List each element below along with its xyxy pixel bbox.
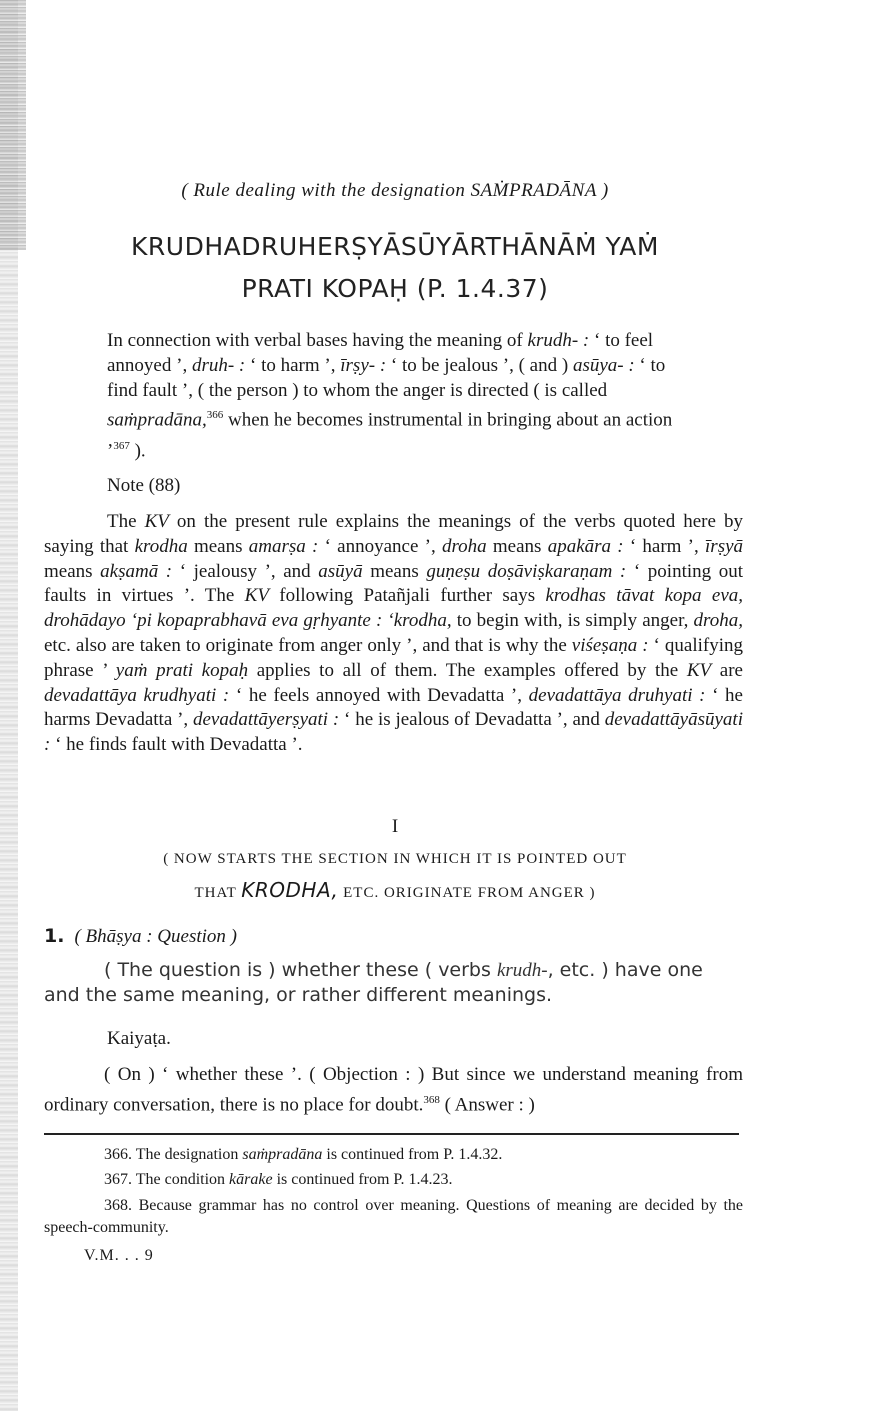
footnote-366: 366. The designation saṁpradāna is continued from P. 1.4.32.	[104, 1146, 503, 1163]
section-number: I	[391, 816, 399, 837]
kaiyata-commentary: ( On ) ‘ whether these ’. ( Objection : ) But since we understand meaning from ordinary conversation, there is no place for doubt.$^{368}$ ( Answer : )	[44, 1064, 743, 1116]
footnote-ref-366: 366	[206, 409, 224, 422]
footnote-divider	[44, 1133, 739, 1135]
footnote-367: 367. The condition kārake is continued from P. 1.4.23.	[104, 1171, 453, 1188]
question-text: ( The question is ) whether these ( verbs krudh-, etc. ) have one and the same meaning, or rather different meanings.	[44, 959, 703, 1006]
sutra-translation: In connection with verbal bases having the meaning of krudh- : ‘ to feel annoyed ’, druh- : ‘ to harm ’, īrṣy- : ‘ to be jealous ’, ( and ) asūya- : ‘ to find fault ’, ( the person ) to whom the anger is directed ( is called saṁpradāna,$^{366}$ when he becomes instrumental in bringing about an action ’$^{367}$ ).	[107, 330, 673, 461]
rule-title: ( Rule dealing with the designation SAṀPRADĀNA )	[181, 180, 609, 201]
note-body: The KV on the present rule explains the meanings of the verbs quoted here by saying that krodha means amarṣa : ‘ annoyance ’, droha means apakāra : ‘ harm ’, īrṣyā means akṣamā : ‘ jealousy ’, and asūyā means guṇeṣu doṣāviṣkaraṇam : ‘ pointing out faults in virtues ’. The KV following Patañjali further says krodhas tāvat kopa eva, drohādayo ‘pi kopaprabhavā eva gṛhyante : ‘krodha, to begin with, is simply anger, droha, etc. also are taken to originate from anger only ’, and that is why the viśeṣaṇa : ‘ qualifying phrase ’ yaṁ prati kopaḥ applies to all of them. The examples offered by the KV are devadattāya krudhyati : ‘ he feels annoyed with Devadatta ’, devadattāya druhyati : ‘ he harms Devadatta ’, devadattāyerṣyati : ‘ he is jealous of Devadatta ’, and devadattāyāsūyati : ‘ he finds fault with Devadatta ’.	[44, 511, 744, 756]
footnote-368: 368. Because grammar has no control over meaning. Questions of meaning are decided by the speech-community.	[44, 1197, 743, 1236]
note-title: Note (88)	[107, 475, 181, 496]
sutra-line-2: PRATI KOPAḤ (P. 1.4.37)	[241, 274, 549, 303]
signature-mark: V.M. . . 9	[84, 1247, 154, 1264]
section-heading-line-1: ( NOW STARTS THE SECTION IN WHICH IT IS POINTED OUT	[163, 851, 627, 867]
footnote-ref-367: 367	[113, 439, 130, 452]
footnote-ref-368: 368	[423, 1093, 440, 1106]
section-heading-line-2: THAT KRODHA, ETC. ORIGINATE FROM ANGER )	[194, 878, 596, 902]
kaiyata-title: Kaiyaṭa.	[107, 1028, 171, 1049]
scan-edge-dark	[0, 0, 26, 250]
sutra-line-1: KRUDHADRUHERṢYĀSŪYĀRTHĀNĀṀ YAṀ	[131, 232, 659, 261]
item-number: 1.	[44, 925, 65, 947]
item-heading	[44, 925, 237, 948]
item-label: ( Bhāṣya : Question )	[74, 926, 237, 947]
